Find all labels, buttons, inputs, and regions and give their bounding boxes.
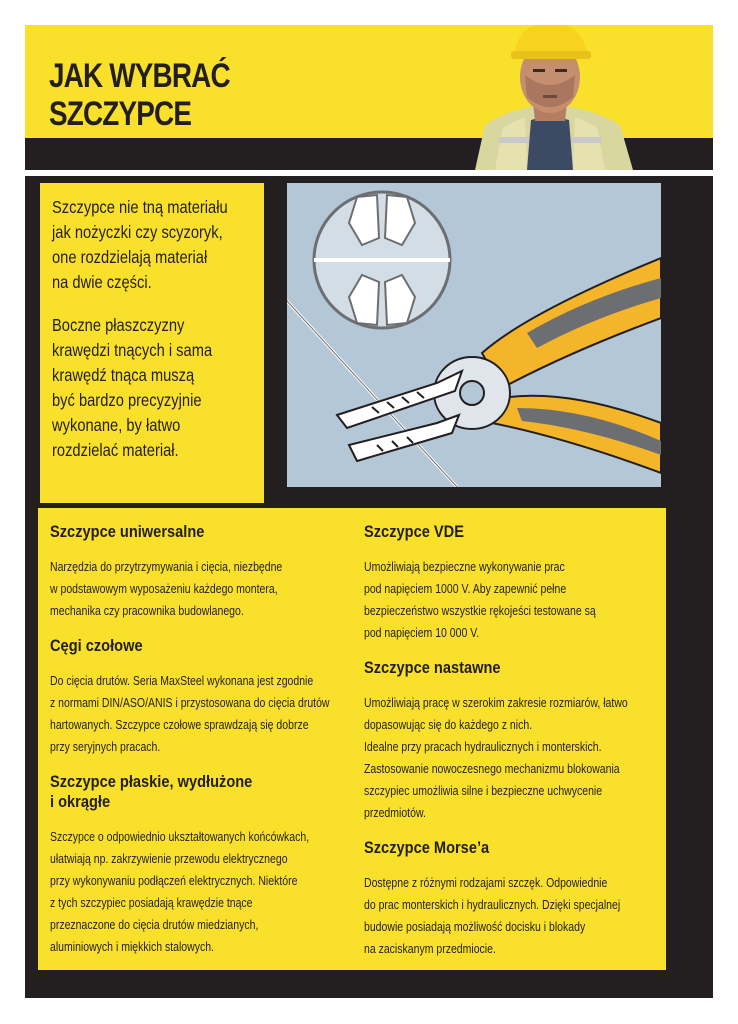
intro-line: rozdzielać materiał. xyxy=(52,440,179,460)
title-line-2: SZCZYPCE xyxy=(49,95,192,133)
title-line-1: JAK WYBRAĆ xyxy=(49,57,230,95)
section-body-uniwersalne: Narzędzia do przytrzymywania i cięcia, niezbędne w podstawowym wyposażeniu każdego montera, mechanika czy pracownika budowlanego. xyxy=(50,560,283,618)
content-box xyxy=(38,508,666,970)
section-body-vde: Umożliwiają bezpieczne wykonywanie prac pod napięciem 1000 V. Aby zapewnić pełne bezpieczeństwo wszystkie rękojeści testowane są pod napięciem 10 000 V. xyxy=(364,560,596,640)
intro-line: krawędź tnąca muszą xyxy=(52,365,195,385)
intro-box xyxy=(40,183,264,503)
section-title-uniwersalne: Szczypce uniwersalne xyxy=(50,522,205,541)
intro-line: krawędzi tnących i sama xyxy=(52,340,213,360)
section-body-nastawne: Umożliwiają pracę w szerokim zakresie rozmiarów, łatwo dopasowując się do każdego z nich. Idealne przy pracach hydraulicznych i monterskich. Zastosowanie nowoczesnego mechanizmu blokowania szczypiec umożliwia silne i bezpieczne uchwycenie przedmiotów. xyxy=(364,696,628,820)
intro-line: być bardzo precyzyjnie xyxy=(52,390,202,410)
section-title-cegi-czolowe: Cęgi czołowe xyxy=(50,636,143,655)
intro-line: Boczne płaszczyzny xyxy=(52,315,185,335)
pliers-illustration-icon xyxy=(287,183,661,487)
section-body-plaskie: Szczypce o odpowiednio ukształtowanych końcówkach, ułatwiają np. zakrzywienie przewodu elektrycznego przy wykonywaniu podłączeń elektrycznych. Niektóre z tych szczypiec posiadają krawędzie tnące przeznaczone do cięcia drutów miedzianych, aluminiowych i miękkich stalowych. xyxy=(50,830,310,954)
intro-line: Szczypce nie tną materiału xyxy=(52,197,228,217)
intro-paragraph-1 xyxy=(52,195,270,295)
page-title xyxy=(49,57,230,133)
intro-line: wykonane, by łatwo xyxy=(52,415,181,435)
worker-photo-icon xyxy=(455,25,645,170)
right-column xyxy=(364,522,664,974)
section-body-cegi-czolowe: Do cięcia drutów. Seria MaxSteel wykonana jest zgodnie z normami DIN/ASO/ANIS i przystosowana do cięcia drutów hartowanych. Szczypce czołowe sprawdzają się dobrze przy seryjnych pracach. xyxy=(50,674,330,754)
intro-line: jak nożyczki czy scyzoryk, xyxy=(52,222,223,242)
section-body-morse: Dostępne z różnymi rodzajami szczęk. Odpowiednie do prac monterskich i hydraulicznych. Dzięki specjalnej budowie posiadają możliwość docisku i blokady na zaciskanym przedmiocie. xyxy=(364,876,621,956)
pliers-illustration xyxy=(287,183,661,487)
section-title-nastawne: Szczypce nastawne xyxy=(364,658,501,677)
intro-paragraph-2 xyxy=(52,313,270,463)
header xyxy=(25,25,713,170)
section-title-plaskie: Szczypce płaskie, wydłużone i okrągłe xyxy=(50,772,253,811)
intro-line: one rozdzielają materiał xyxy=(52,247,208,267)
section-title-vde: Szczypce VDE xyxy=(364,522,464,541)
section-title-morse: Szczypce Morse’a xyxy=(364,838,490,857)
left-column xyxy=(50,522,355,972)
intro-line: na dwie części. xyxy=(52,272,152,292)
